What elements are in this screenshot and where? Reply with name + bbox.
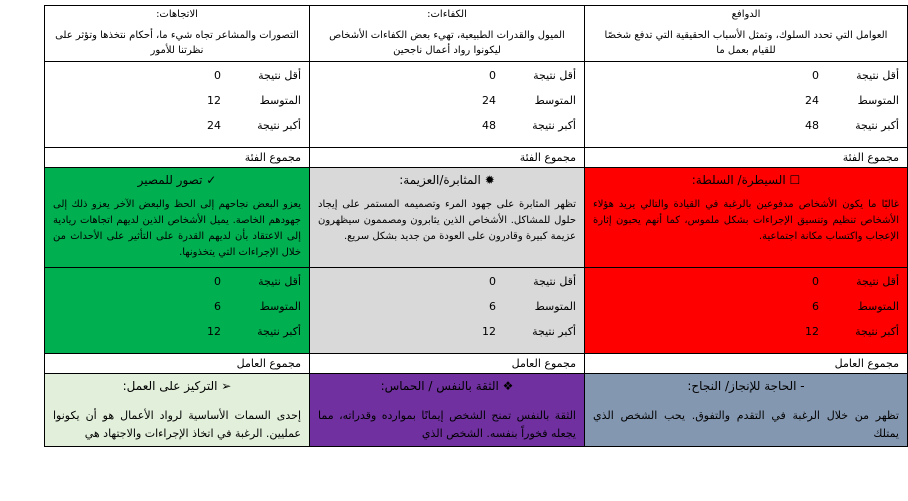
dash-icon: - [800, 379, 805, 393]
max-value: 24 [207, 119, 221, 132]
stats-cell [310, 268, 585, 354]
min-label: أقل نتيجة [533, 69, 576, 82]
avg-label: المتوسط [857, 94, 899, 107]
stats-row [45, 268, 908, 354]
header-title: الكفاءات: [427, 9, 467, 20]
min-label: أقل نتيجة [258, 69, 301, 82]
stats-row [45, 62, 908, 148]
avg-label: المتوسط [259, 300, 301, 313]
group-sum-cell[interactable]: مجموع الفئة [585, 148, 908, 168]
factor-sum-cell[interactable]: مجموع العامل [45, 354, 310, 374]
trait-desc: تظهر المثابرة على جهود المرء وتصميمه المستمر على إيجاد حلول للمشاكل. الأشخاص الذين يثابرون ومصممون سيظهرون عزيمة كبيرة وقادرون على العودة من جديد بشكل سريع. [318, 199, 576, 242]
trait-title: التركيز على العمل: [122, 379, 218, 393]
stats-cell [585, 268, 908, 354]
header-competencies [310, 6, 585, 62]
max-label: أكبر نتيجة [257, 325, 301, 338]
avg-value: 12 [207, 94, 221, 107]
header-motives [585, 6, 908, 62]
min-value: 0 [489, 69, 496, 82]
min-value: 0 [214, 275, 221, 288]
min-label: أقل نتيجة [258, 275, 301, 288]
trait-action-focus [45, 374, 310, 447]
avg-label: المتوسط [534, 300, 576, 313]
trait-title: تصور للمصير [137, 173, 203, 187]
max-label: أكبر نتيجة [257, 119, 301, 132]
avg-value: 6 [812, 300, 819, 313]
header-desc: العوامل التي تحدد السلوك، وتمثل الأسباب الحقيقية التي تدفع شخصًا للقيام بعمل ما [604, 30, 888, 56]
trait-perseverance [310, 168, 585, 268]
traits-row [45, 374, 908, 447]
avg-label: المتوسط [534, 94, 576, 107]
trait-desc: إحدى السمات الأساسية لرواد الأعمال هو أن يكونوا عمليين. الرغبة في اتخاذ الإجراءات والاجتهاد هي [53, 409, 301, 440]
max-value: 12 [805, 325, 819, 338]
stats-cell [45, 268, 310, 354]
max-label: أكبر نتيجة [532, 119, 576, 132]
header-title: الاتجاهات: [156, 9, 198, 20]
stats-cell [45, 62, 310, 148]
trait-desc: تظهر من خلال الرغبة في التقدم والتفوق. يحب الشخص الذي يمتلك [593, 409, 899, 440]
avg-value: 6 [489, 300, 496, 313]
factor-sum-cell[interactable]: مجموع العامل [585, 354, 908, 374]
avg-value: 24 [482, 94, 496, 107]
diamond-icon: ❖ [502, 379, 514, 393]
min-value: 0 [812, 275, 819, 288]
avg-label: المتوسط [857, 300, 899, 313]
factor-sum-row [45, 354, 908, 374]
min-value: 0 [214, 69, 221, 82]
checkmark-icon: ✓ [206, 173, 217, 187]
avg-value: 6 [214, 300, 221, 313]
max-value: 12 [207, 325, 221, 338]
starburst-icon: ✹ [484, 173, 495, 187]
min-value: 0 [489, 275, 496, 288]
group-sum-cell[interactable]: مجموع الفئة [310, 148, 585, 168]
max-value: 12 [482, 325, 496, 338]
min-label: أقل نتيجة [856, 69, 899, 82]
trait-title: الحاجة للإنجاز/ النجاح: [687, 379, 797, 393]
entrepreneur-traits-table [44, 5, 908, 447]
header-attitudes [45, 6, 310, 62]
header-row [45, 6, 908, 62]
stats-cell [310, 62, 585, 148]
trait-title: الثقة بالنفس / الحماس: [380, 379, 499, 393]
stats-cell [585, 62, 908, 148]
min-label: أقل نتيجة [856, 275, 899, 288]
max-label: أكبر نتيجة [532, 325, 576, 338]
trait-confidence [310, 374, 585, 447]
trait-title: المثابرة/العزيمة: [399, 173, 481, 187]
max-label: أكبر نتيجة [855, 119, 899, 132]
trait-dominance [585, 168, 908, 268]
min-value: 0 [812, 69, 819, 82]
trait-desc: غالبًا ما يكون الأشخاص مدفوعين بالرغبة في القيادة والتالي يريد هؤلاء الأشخاص تنظيم وتنسيق الإجراءات بشكل ملموس، كما أنهم يحبون إثارة الإعجاب واكتساب مكانة اجتماعية. [593, 199, 899, 242]
max-value: 48 [482, 119, 496, 132]
arrow-icon: ➢ [221, 379, 232, 393]
trait-achievement [585, 374, 908, 447]
trait-desc: يعزو البعض نجاحهم إلى الحظ والبعض الآخر يعزو ذلك إلى جهودهم الخاصة. يميل الأشخاص الذين لديهم اتجاهات ريادية إلى الاعتقاد بأن لديهم القدرة على التأثير على الأحداث من خلال الإجراءات التي يتخذونها. [53, 199, 301, 258]
header-title: الدوافع [731, 9, 761, 20]
avg-label: المتوسط [259, 94, 301, 107]
trait-desc: الثقة بالنفس تمنح الشخص إيمانًا بموارده وقدراته، مما يجعله فخوراً بنفسه. الشخص الذي [318, 409, 576, 440]
header-desc: التصورات والمشاعر تجاه شيء ما، أحكام نتخذها وتؤثر على نظرتنا للأمور [55, 30, 299, 56]
trait-title: السيطرة/ السلطة: [691, 173, 786, 187]
max-label: أكبر نتيجة [855, 325, 899, 338]
group-sum-row [45, 148, 908, 168]
factor-sum-cell[interactable]: مجموع العامل [310, 354, 585, 374]
group-sum-cell[interactable]: مجموع الفئة [45, 148, 310, 168]
square-icon: ☐ [789, 173, 801, 187]
max-value: 48 [805, 119, 819, 132]
header-desc: الميول والقدرات الطبيعية، تهيء بعض الكفاءات الأشخاص ليكونوا رواد أعمال ناجحين [329, 30, 565, 56]
min-label: أقل نتيجة [533, 275, 576, 288]
avg-value: 24 [805, 94, 819, 107]
trait-destiny [45, 168, 310, 268]
traits-row [45, 168, 908, 268]
